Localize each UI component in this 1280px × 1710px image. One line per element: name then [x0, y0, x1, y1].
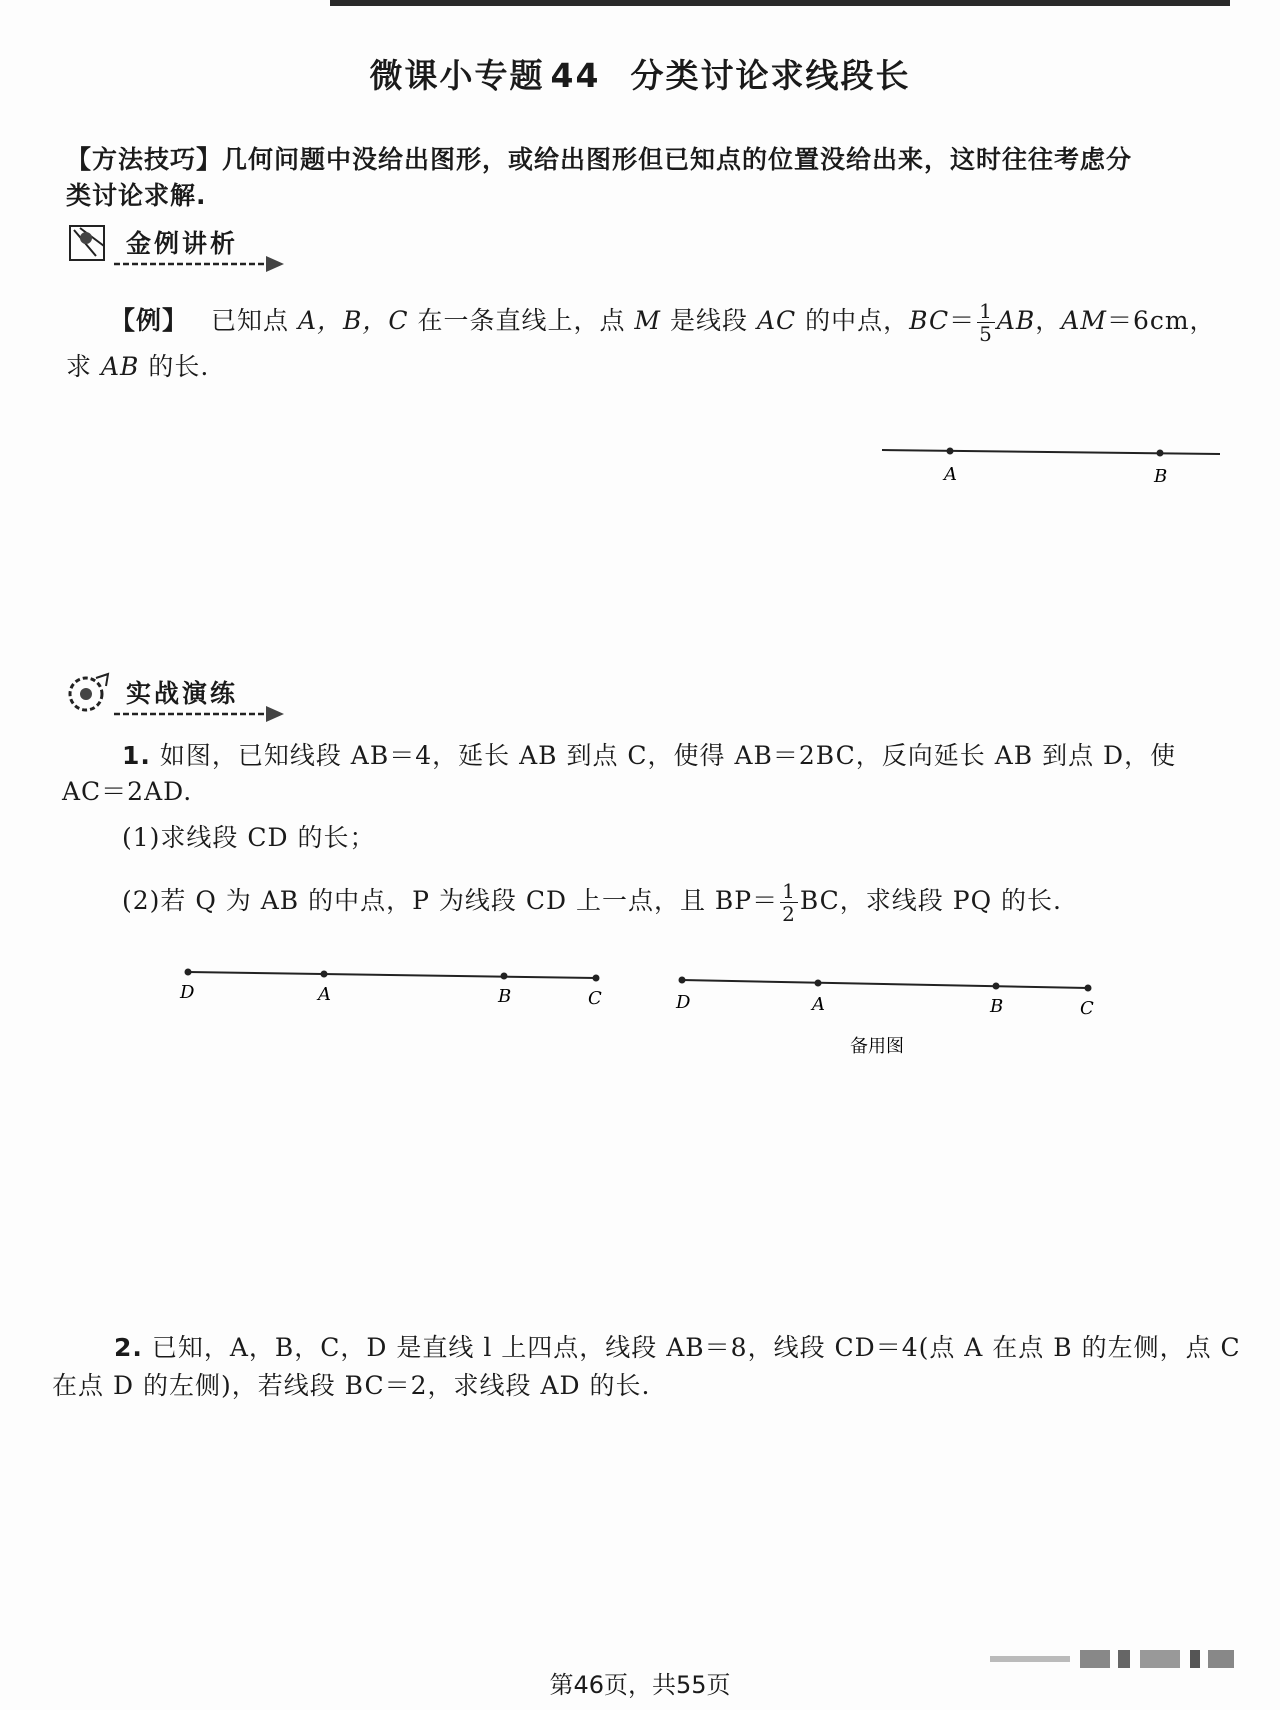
example-comma: ， [1035, 306, 1062, 335]
q1-part2-text-a: (2)若 Q 为 AB 的中点，P 为线段 CD 上一点，且 BP＝ [122, 886, 779, 915]
q1-main-label-d: D [180, 982, 195, 1003]
q1-fraction [780, 880, 798, 925]
q1-part1: (1)求线段 CD 的长； [122, 823, 376, 852]
example-point-m: M [634, 306, 662, 335]
example-paragraph [66, 300, 1236, 385]
q1-main-point-d [185, 969, 192, 976]
example-line2-c: 的长. [148, 352, 210, 381]
example-text2: 在一条直线上，点 [417, 306, 626, 335]
example-line2-ab: AB [100, 352, 140, 381]
example-frac-num: 1 [979, 299, 993, 323]
q1-spare-point-b [993, 983, 1000, 990]
q1-main-label-c: C [588, 988, 602, 1009]
q1-figure-spare [670, 972, 1110, 1062]
q1-part2 [62, 880, 1242, 925]
q2-line1: 已知，A，B，C，D 是直线 l 上四点，线段 AB＝8，线段 CD＝4(点 A 在点 B 的左侧，点 C [151, 1333, 1241, 1362]
method-tag: 【方法技巧】 [66, 145, 223, 174]
q1-spare-label-a: A [812, 994, 825, 1015]
example-text4: 的中点， [805, 306, 910, 335]
method-line2: 类讨论求解. [66, 181, 207, 210]
example-seg-am: AM [1061, 306, 1107, 335]
section-example-label: 金例讲析 [126, 229, 239, 258]
example-seg-ac: AC [756, 306, 797, 335]
section-practice-header [66, 668, 306, 728]
title-topic: 分类讨论求线段长 [630, 56, 911, 95]
section-practice-label: 实战演练 [126, 679, 239, 708]
example-tag: 【例】 [110, 306, 189, 335]
example-text3: 是线段 [669, 306, 748, 335]
question-1 [62, 738, 1242, 925]
example-label-a: A [944, 464, 957, 485]
example-figure [880, 440, 1230, 490]
example-line2-a: 求 [66, 352, 93, 381]
section-example-header [66, 216, 306, 276]
q1-main-point-a [321, 971, 328, 978]
top-rule [330, 0, 1230, 6]
q1-main-line [188, 972, 596, 978]
example-points: A，B，C [297, 306, 409, 335]
method-paragraph [66, 142, 1236, 214]
example-text1: 已知点 [210, 306, 289, 335]
example-seg-ab: AB [996, 306, 1036, 335]
q1-main-label-a: A [318, 984, 331, 1005]
title-prefix: 微课小专题 [369, 56, 545, 95]
q1-figure-main [170, 962, 610, 1012]
q1-spare-point-d [679, 977, 686, 984]
q1-spare-line [682, 980, 1088, 988]
q1-main-label-b: B [498, 986, 512, 1007]
q2-number: 2. [114, 1333, 143, 1362]
example-seg-bc: BC [909, 306, 950, 335]
q1-spare-label-c: C [1080, 998, 1094, 1019]
example-am-value: ＝6cm， [1106, 306, 1216, 335]
q1-spare-caption: 备用图 [850, 1036, 904, 1057]
q1-spare-label-d: D [676, 992, 691, 1013]
example-point-b [1157, 450, 1164, 457]
q1-spare-label-b: B [990, 996, 1004, 1017]
example-fraction [977, 300, 995, 345]
q1-frac-num: 1 [782, 879, 796, 903]
q1-number: 1. [122, 741, 151, 770]
q1-spare-point-c [1085, 985, 1092, 992]
q1-main-point-b [501, 973, 508, 980]
example-point-a [947, 448, 954, 455]
example-line [882, 450, 1220, 454]
q2-line2: 在点 D 的左侧)，若线段 BC＝2，求线段 AD 的长. [52, 1371, 651, 1400]
example-frac-den: 5 [979, 322, 993, 346]
question-2 [52, 1330, 1242, 1404]
q1-spare-point-a [815, 980, 822, 987]
example-eq: ＝ [949, 306, 976, 335]
q1-frac-den: 2 [782, 902, 796, 926]
title-number: 44 [550, 56, 601, 95]
page-footer: 第46页，共55页 [549, 1671, 731, 1699]
q1-line1: 如图，已知线段 AB＝4，延长 AB 到点 C，使得 AB＝2BC，反向延长 AB 到点 D，使 [159, 741, 1177, 770]
method-line1: 几何问题中没给出图形，或给出图形但已知点的位置没给出来，这时往往考虑分 [222, 145, 1133, 174]
page-title [0, 50, 1280, 97]
example-label-b: B [1154, 466, 1168, 487]
q1-line2: AC＝2AD. [62, 777, 193, 806]
q1-part2-text-b: BC，求线段 PQ 的长. [799, 886, 1062, 915]
q1-main-point-c [593, 975, 600, 982]
